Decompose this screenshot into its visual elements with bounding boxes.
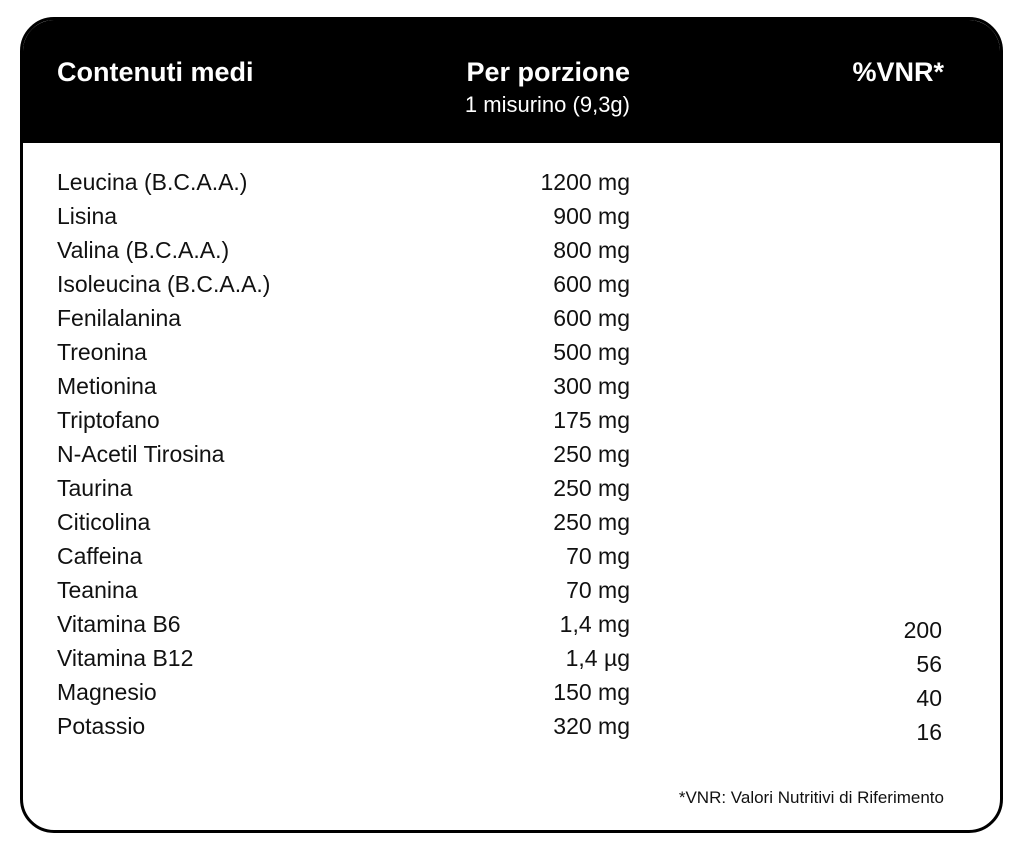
nutrient-vnr: 40 xyxy=(916,685,942,711)
table-row xyxy=(23,543,1000,577)
nutrient-name: Citicolina xyxy=(57,509,151,535)
table-row xyxy=(23,679,1000,713)
nutrient-name: Isoleucina (B.C.A.A.) xyxy=(57,271,271,297)
table-row xyxy=(23,713,1000,747)
nutrient-name: Leucina (B.C.A.A.) xyxy=(57,169,248,195)
table-row xyxy=(23,169,1000,203)
table-body xyxy=(23,169,1000,747)
nutrient-amount: 320 mg xyxy=(553,713,630,739)
nutrient-name: Lisina xyxy=(57,203,118,229)
table-row xyxy=(23,237,1000,271)
nutrient-name: Fenilalanina xyxy=(57,305,182,331)
nutrient-amount: 800 mg xyxy=(553,237,630,263)
footnote: *VNR: Valori Nutritivi di Riferimento xyxy=(678,788,944,807)
nutrient-amount: 250 mg xyxy=(553,509,630,535)
nutrient-amount: 1,4 mg xyxy=(559,611,630,637)
header-vnr-label: %VNR* xyxy=(852,57,944,87)
table-row xyxy=(23,611,1000,645)
nutrient-amount: 175 mg xyxy=(553,407,630,433)
nutrient-amount: 500 mg xyxy=(553,339,630,365)
nutrient-name: Triptofano xyxy=(57,407,160,433)
nutrient-amount: 1200 mg xyxy=(540,169,630,195)
nutrient-name: Vitamina B6 xyxy=(57,611,181,637)
table-row xyxy=(23,407,1000,441)
nutrient-name: Teanina xyxy=(57,577,138,603)
nutrient-amount: 250 mg xyxy=(553,475,630,501)
header-serving-size: 1 misurino (9,3g) xyxy=(464,92,630,117)
table-row xyxy=(23,645,1000,679)
table-row xyxy=(23,441,1000,475)
table-row xyxy=(23,509,1000,543)
nutrition-table xyxy=(20,17,1003,833)
table-row xyxy=(23,373,1000,407)
nutrient-name: Valina (B.C.A.A.) xyxy=(57,237,230,263)
table-header xyxy=(23,20,1000,143)
nutrient-amount: 900 mg xyxy=(553,203,630,229)
table-row xyxy=(23,305,1000,339)
nutrient-amount: 250 mg xyxy=(553,441,630,467)
table-row xyxy=(23,271,1000,305)
nutrient-name: Potassio xyxy=(57,713,146,739)
table-row xyxy=(23,203,1000,237)
nutrient-name: Taurina xyxy=(57,475,133,501)
nutrient-name: Metionina xyxy=(57,373,157,399)
table-row xyxy=(23,339,1000,373)
nutrient-amount: 70 mg xyxy=(566,577,630,603)
nutrient-amount: 150 mg xyxy=(553,679,630,705)
nutrient-amount: 300 mg xyxy=(553,373,630,399)
nutrient-name: Magnesio xyxy=(57,679,157,705)
header-serving-label: Per porzione xyxy=(466,57,630,87)
nutrient-amount: 600 mg xyxy=(553,271,630,297)
table-row xyxy=(23,577,1000,611)
nutrient-vnr: 56 xyxy=(916,651,942,677)
header-contents-label: Contenuti medi xyxy=(57,57,254,87)
nutrient-name: Caffeina xyxy=(57,543,143,569)
nutrient-name: Vitamina B12 xyxy=(57,645,194,671)
nutrient-name: Treonina xyxy=(57,339,147,365)
nutrient-vnr: 200 xyxy=(903,617,942,643)
table-row xyxy=(23,475,1000,509)
nutrient-amount: 70 mg xyxy=(566,543,630,569)
nutrient-name: N-Acetil Tirosina xyxy=(57,441,225,467)
nutrient-amount: 600 mg xyxy=(553,305,630,331)
nutrient-amount: 1,4 µg xyxy=(565,645,630,671)
nutrient-vnr: 16 xyxy=(916,719,942,745)
